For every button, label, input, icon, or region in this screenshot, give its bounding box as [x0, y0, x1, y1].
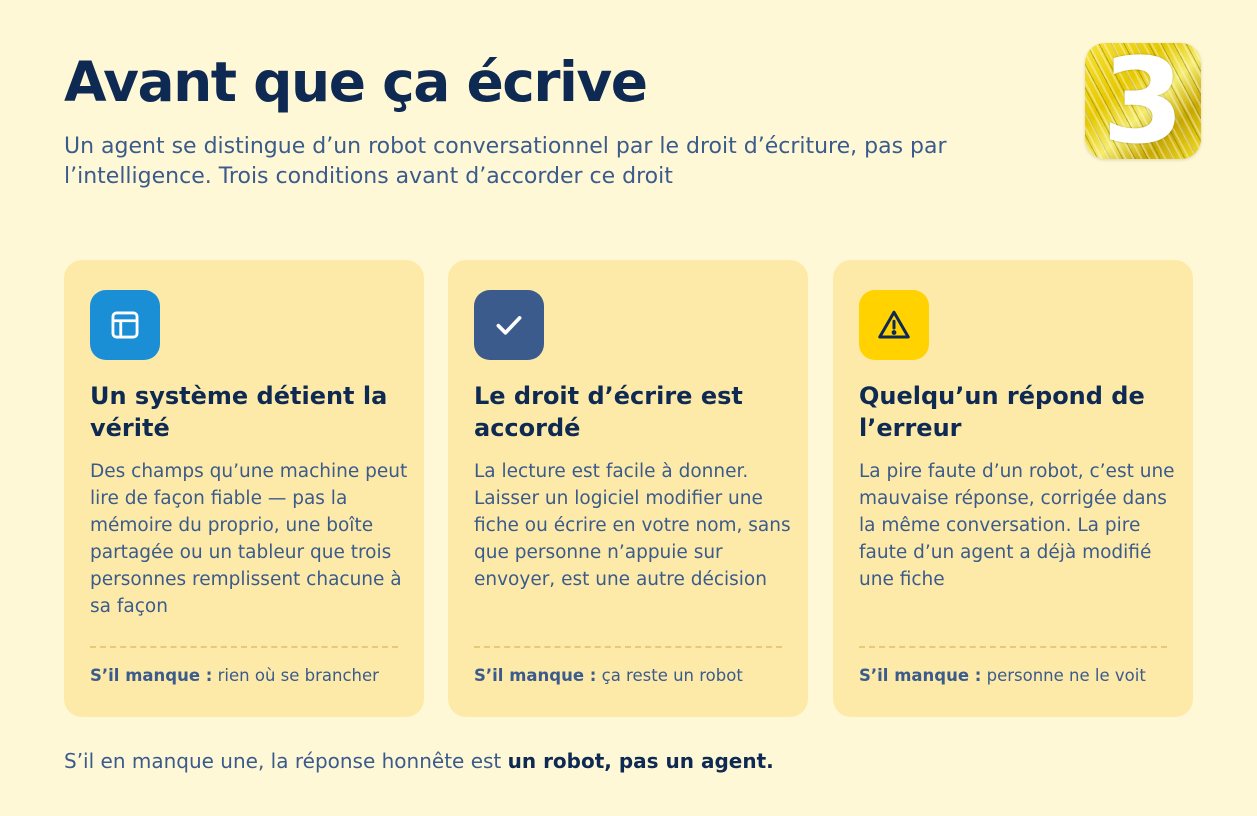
card-title: Le droit d’écrire est accordé: [474, 382, 743, 442]
number-three-logo: [1085, 43, 1201, 159]
card-if-missing: [474, 664, 804, 688]
if-missing-text: ça reste un robot: [601, 666, 743, 685]
if-missing-text: rien où se brancher: [217, 666, 379, 685]
card-body: La pire faute d’un robot, c’est une mauvaise réponse, corrigée dans la même conversation. La pire faute d’un agent a déjà modifié une fiche: [859, 461, 1175, 590]
card-title: Un système détient la vérité: [90, 382, 388, 442]
layout-icon: [90, 290, 160, 360]
if-missing-label: S’il manque :: [859, 666, 982, 685]
logo-digit: 3: [1101, 43, 1185, 159]
condition-card-accountability: [833, 260, 1193, 717]
if-missing-text: personne ne le voit: [986, 666, 1146, 685]
card-divider: [90, 646, 398, 648]
warning-icon: [859, 290, 929, 360]
if-missing-label: S’il manque :: [474, 666, 597, 685]
card-divider: [474, 646, 782, 648]
card-if-missing: [90, 664, 420, 688]
footer-emphasis: un robot, pas un agent.: [507, 749, 774, 773]
footer-text: S’il en manque une, la réponse honnête est: [64, 749, 502, 773]
card-divider: [859, 646, 1167, 648]
page-title: Avant que ça écrive: [64, 50, 647, 114]
checkmark-icon: [474, 290, 544, 360]
footer-conclusion: [64, 747, 774, 775]
if-missing-label: S’il manque :: [90, 666, 213, 685]
condition-card-system-of-truth: [64, 260, 424, 717]
card-title: Quelqu’un répond de l’erreur: [859, 382, 1145, 442]
page-subtitle: Un agent se distingue d’un robot conversationnel par le droit d’écriture, pas par l’intelligence. Trois conditions avant d’accorder ce droit: [64, 134, 947, 189]
card-body: Des champs qu’une machine peut lire de façon fiable — pas la mémoire du proprio, une boîte partagée ou un tableur que trois personnes remplissent chacune à sa façon: [90, 461, 408, 617]
card-body: La lecture est facile à donner. Laisser un logiciel modifier une fiche ou écrire en votre nom, sans que personne n’appuie sur envoyer, est une autre décision: [474, 461, 791, 590]
card-if-missing: [859, 664, 1189, 688]
condition-card-write-access: [448, 260, 808, 717]
conditions-cards: [64, 260, 1193, 717]
